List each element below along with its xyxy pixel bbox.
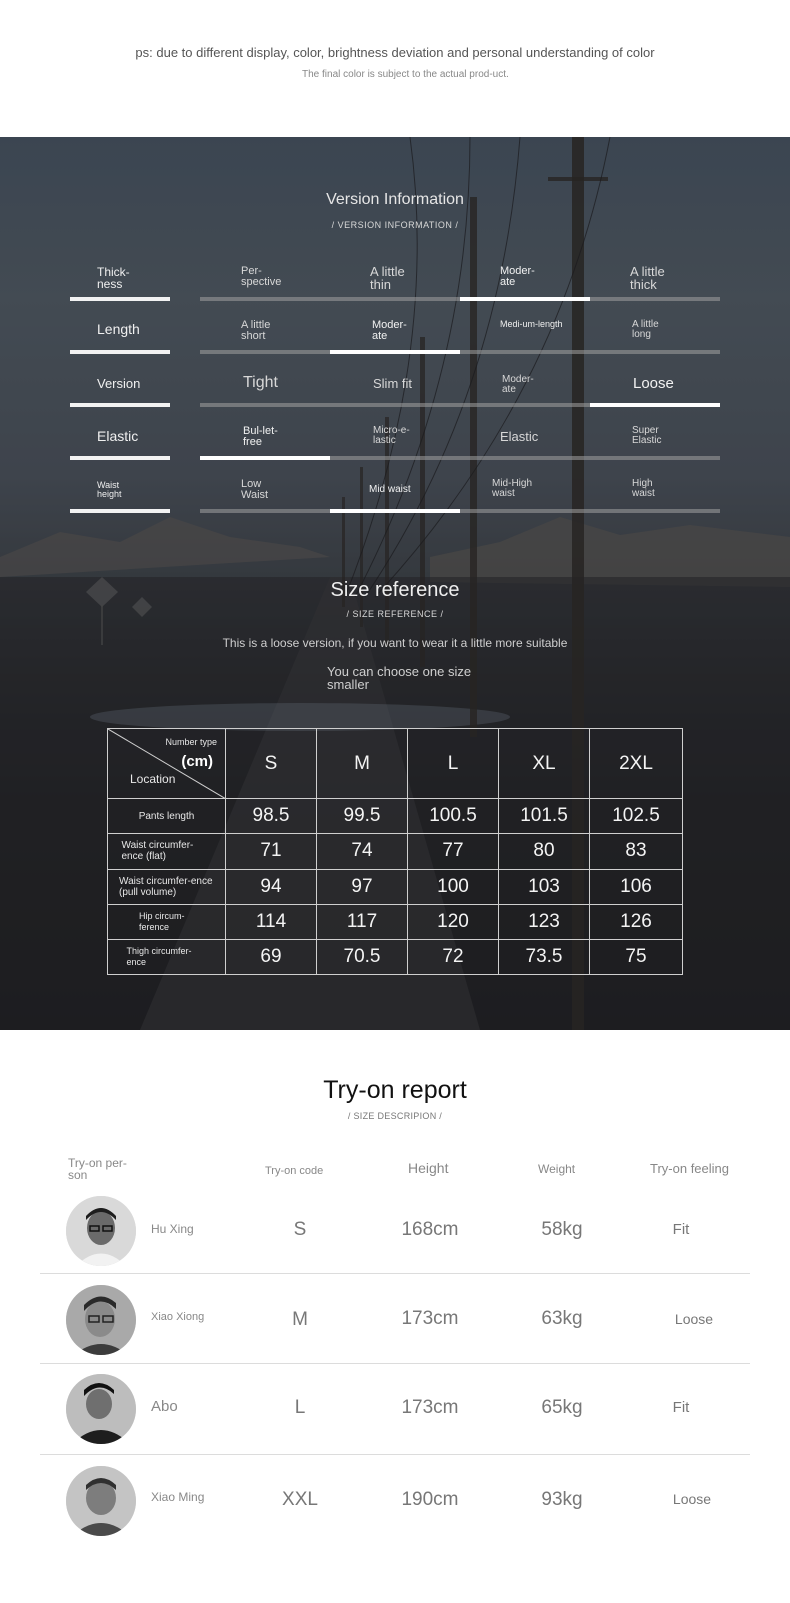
row-label-waist-flat <box>108 834 226 869</box>
location-label: Location <box>130 772 176 787</box>
table-cell: 94 <box>226 869 317 904</box>
try-on-code: XXL <box>282 1489 318 1510</box>
row-label-text: Waist circumfer-ence (pull volume) <box>119 875 213 898</box>
table-cell: 98.5 <box>226 799 317 834</box>
avatar <box>66 1466 136 1536</box>
attr-row-version <box>0 367 790 419</box>
attr-row-elastic <box>0 420 790 472</box>
person-photo <box>66 1285 136 1355</box>
attr-option: Tight <box>243 374 278 391</box>
attr-label-underline <box>70 350 170 354</box>
row-label-pants-length <box>108 799 226 834</box>
row-label-thigh <box>108 939 226 974</box>
table-cell: 103 <box>499 869 590 904</box>
table-cell: 106 <box>590 869 683 904</box>
size-header-2xl: 2XL <box>590 729 683 799</box>
attr-label: Length <box>97 321 140 337</box>
attr-label-underline <box>70 297 170 301</box>
attr-option: High waist <box>632 478 655 499</box>
attr-label-underline <box>70 509 170 513</box>
attr-option: Bul-let-free <box>243 425 278 448</box>
table-cell: 69 <box>226 939 317 974</box>
size-header-l: L <box>408 729 499 799</box>
person-photo <box>66 1196 136 1266</box>
unit-label: (cm) <box>181 753 213 770</box>
number-type-label: Number type <box>165 737 217 747</box>
attr-label: Version <box>97 376 141 391</box>
row-label-text: Waist circumfer-ence (flat) <box>121 840 194 863</box>
attr-option: Loose <box>633 375 674 392</box>
person-photo <box>66 1466 136 1536</box>
attr-selected-bar <box>330 350 460 354</box>
avatar <box>66 1285 136 1355</box>
disclaimer-line1: ps: due to different display, color, brightness deviation and personal understanding of color <box>135 45 655 60</box>
table-cell: 83 <box>590 834 683 869</box>
try-on-height: 173cm <box>401 1308 459 1329</box>
try-on-weight: 58kg <box>541 1219 583 1240</box>
table-cell: 77 <box>408 834 499 869</box>
size-reference-subtitle: / SIZE REFERENCE / <box>346 609 444 619</box>
attr-label-underline <box>70 403 170 407</box>
table-cell: 80 <box>499 834 590 869</box>
try-on-feeling: Fit <box>672 1399 690 1416</box>
table-cell: 126 <box>590 904 683 939</box>
try-on-height: 173cm <box>401 1397 459 1418</box>
attr-option: Slim fit <box>373 376 412 391</box>
attr-option: Per-spective <box>241 265 282 288</box>
header-code: Try-on code <box>265 1165 324 1177</box>
attr-option: A little thin <box>370 264 405 292</box>
row-label-text: Hip circum-ference <box>139 910 185 932</box>
table-cell: 75 <box>590 939 683 974</box>
size-chart-table <box>107 728 683 975</box>
person-name: Hu Xing <box>151 1222 194 1236</box>
attr-track <box>200 509 720 513</box>
try-on-height: 190cm <box>401 1489 459 1510</box>
version-info-title: Version Information <box>326 191 464 208</box>
try-on-code: S <box>293 1219 307 1240</box>
table-row <box>108 834 683 869</box>
attr-selected-bar <box>590 403 720 407</box>
row-divider <box>40 1273 750 1274</box>
try-on-subtitle: / SIZE DESCRIPION / <box>347 1111 443 1121</box>
table-row <box>108 869 683 904</box>
try-on-title: Try-on report <box>323 1076 467 1104</box>
attr-label: Waist height <box>97 480 122 499</box>
attr-selected-bar <box>200 456 330 460</box>
attr-option: A little thick <box>630 264 665 292</box>
person-name: Xiao Ming <box>151 1490 205 1504</box>
attr-option: A little short <box>241 319 271 342</box>
attr-label: Elastic <box>97 428 139 444</box>
try-on-feeling: Loose <box>672 1491 712 1507</box>
table-cell: 100.5 <box>408 799 499 834</box>
row-label-text: Pants length <box>138 810 195 822</box>
size-note-1: This is a loose version, if you want to wear it a little more suitable <box>222 636 568 650</box>
attr-option: Moder-ate <box>502 374 534 395</box>
try-on-height: 168cm <box>401 1219 459 1240</box>
attr-label: Thick-ness <box>97 265 130 291</box>
attr-option: Elastic <box>500 429 539 444</box>
try-on-feeling: Fit <box>672 1221 690 1238</box>
try-on-feeling: Loose <box>674 1311 714 1327</box>
attr-selected-bar <box>330 509 460 513</box>
person-name: Abo <box>151 1398 178 1415</box>
attr-label-underline <box>70 456 170 460</box>
table-cell: 73.5 <box>499 939 590 974</box>
table-cell: 101.5 <box>499 799 590 834</box>
attr-track <box>200 350 720 354</box>
try-on-weight: 65kg <box>541 1397 583 1418</box>
table-cell: 114 <box>226 904 317 939</box>
table-cell: 97 <box>317 869 408 904</box>
person-name: Xiao Xiong <box>151 1311 205 1323</box>
table-cell: 123 <box>499 904 590 939</box>
row-divider <box>40 1454 750 1455</box>
attr-row-waist-height <box>0 473 790 525</box>
try-on-weight: 63kg <box>541 1308 583 1329</box>
attr-option: Moder-ate <box>372 319 407 342</box>
version-info-subtitle: / VERSION INFORMATION / <box>331 220 459 230</box>
size-header-m: M <box>317 729 408 799</box>
table-cell: 102.5 <box>590 799 683 834</box>
try-on-code: L <box>294 1397 306 1418</box>
attr-option: Moder-ate <box>500 265 535 288</box>
row-label-waist-pull <box>108 869 226 904</box>
size-header-s: S <box>226 729 317 799</box>
table-row <box>108 939 683 974</box>
row-label-text: Thigh circumfer-ence <box>126 945 192 967</box>
row-label-hip <box>108 904 226 939</box>
table-cell: 74 <box>317 834 408 869</box>
table-cell: 70.5 <box>317 939 408 974</box>
table-row <box>108 904 683 939</box>
table-corner-cell <box>108 729 226 799</box>
size-header-row <box>108 729 683 799</box>
size-reference-title: Size reference <box>330 579 460 601</box>
header-height: Height <box>408 1160 449 1176</box>
avatar <box>66 1374 136 1444</box>
disclaimer-line2: The final color is subject to the actual prod-uct. <box>302 69 509 80</box>
attr-option: Mid-High waist <box>492 478 533 499</box>
size-header-xl: XL <box>499 729 590 799</box>
table-cell: 99.5 <box>317 799 408 834</box>
attr-option: Medi-um-length <box>500 319 563 329</box>
table-cell: 120 <box>408 904 499 939</box>
try-on-weight: 93kg <box>541 1489 583 1510</box>
attr-row-length <box>0 314 790 366</box>
table-cell: 71 <box>226 834 317 869</box>
attr-option: Mid waist <box>369 484 411 495</box>
attr-option: Super Elastic <box>632 425 662 446</box>
header-weight: Weight <box>538 1162 576 1176</box>
row-divider <box>40 1363 750 1364</box>
person-photo <box>66 1374 136 1444</box>
table-row <box>108 799 683 834</box>
try-on-code: M <box>292 1309 308 1330</box>
attr-option: Micro-e-lastic <box>373 425 410 446</box>
table-cell: 117 <box>317 904 408 939</box>
attr-selected-bar <box>460 297 590 301</box>
size-note-2: You can choose one size smaller <box>327 664 472 692</box>
attr-option: A little long <box>632 319 659 340</box>
attr-row-thickness <box>0 262 790 314</box>
avatar <box>66 1196 136 1266</box>
header-feeling: Try-on feeling <box>650 1161 729 1176</box>
table-cell: 72 <box>408 939 499 974</box>
attr-option: Low Waist <box>241 478 269 501</box>
table-cell: 100 <box>408 869 499 904</box>
header-person: Try-on per-son <box>68 1156 127 1182</box>
